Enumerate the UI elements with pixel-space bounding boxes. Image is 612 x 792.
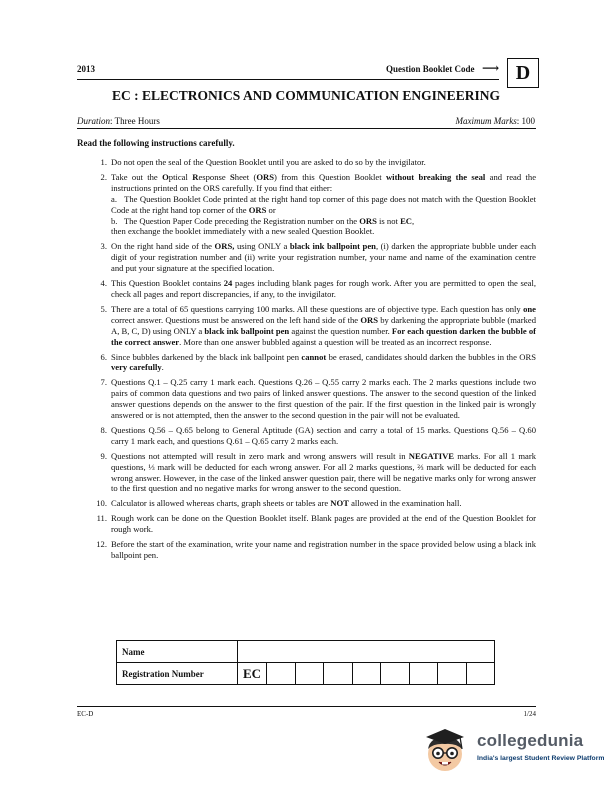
- item-text: Rough work can be done on the Question Booklet itself. Blank pages are provided at the end of the Question Booklet for rough work.: [111, 513, 536, 535]
- item-text: This Question Booklet contains 24 pages including blank pages for rough work. After you are permitted to open the seal, check all pages and report discrepancies, if any, to the invigilator.: [111, 278, 536, 299]
- instructions-list: [82, 157, 536, 565]
- item-text: There are a total of 65 questions carrying 100 marks. All these questions are of objective type. Each question has only one correct answer. Questions must be answered on the left hand side of the ORS by darkening the appropriate bubble (marked A, B, C, D) using ONLY a black ink ballpoint pen against the question number. For each question darken the bubble of the correct answer. More than one answer bubbled against a question will be treated as an incorrect response.: [111, 303, 536, 347]
- candidate-form: [116, 640, 495, 685]
- arrow-right-icon: ⟶: [482, 61, 500, 75]
- registration-label: Registration Number: [117, 663, 238, 685]
- list-item: [82, 172, 536, 237]
- sub-item-b: b. The Question Paper Code preceding the Registration number on the ORS is not EC,: [111, 215, 415, 226]
- item-text: Questions Q.56 – Q.65 belong to General Aptitude (GA) section and carry a total of 15 marks. Questions Q.56 – Q.60 carry 1 mark each, and questions Q.61 – Q.65 carry 2 marks each.: [111, 424, 536, 446]
- header-rule: [77, 79, 499, 80]
- max-marks: [440, 116, 535, 126]
- registration-digit-cell[interactable]: [352, 663, 381, 685]
- item-number: 2.: [100, 171, 107, 182]
- item-number: 5.: [100, 303, 107, 314]
- item-number: 10.: [96, 498, 107, 509]
- collegedunia-logo: [420, 725, 610, 780]
- registration-digit-cell[interactable]: [381, 663, 410, 685]
- registration-digit-cell[interactable]: [466, 663, 495, 685]
- item-text: Take out the Optical Response Sheet (ORS) from this Question Booklet without breaking the seal and read the instructions printed on the ORS carefully. If you find that either:: [111, 171, 537, 193]
- item-text: Since bubbles darkened by the black ink ballpoint pen cannot be erased, candidates should darken the bubbles in the ORS very carefully.: [111, 351, 536, 373]
- max-marks-label: Maximum Marks: [455, 116, 517, 126]
- registration-digit-cell[interactable]: [409, 663, 438, 685]
- list-item: [82, 278, 536, 300]
- item-text: Calculator is allowed whereas charts, graph sheets or tables are NOT allowed in the examination hall.: [111, 498, 462, 509]
- item-number: 6.: [100, 351, 107, 362]
- list-item: [82, 352, 536, 374]
- item-text: Before the start of the examination, write your name and registration number in the space provided below using a black ink ballpoint pen.: [111, 539, 536, 560]
- list-item: [82, 241, 536, 274]
- registration-prefix: EC: [238, 663, 267, 685]
- item-conclusion: then exchange the booklet immediately with a new sealed Question Booklet.: [111, 226, 375, 237]
- footer-code: EC-D: [77, 710, 94, 718]
- item-number: 4.: [100, 278, 107, 289]
- item-number: 1.: [100, 157, 107, 167]
- list-item: [82, 539, 536, 561]
- registration-digit-cell[interactable]: [324, 663, 353, 685]
- booklet-code-box: D: [507, 58, 539, 88]
- item-text: On the right hand side of the ORS, using ONLY a black ink ballpoint pen, (i) darken the appropriate bubble under each digit of your registration number and (ii) write your registration number, your name and name of the examination centre and put your signature at the specified location.: [111, 241, 536, 274]
- item-text: Questions Q.1 – Q.25 carry 1 mark each. Questions Q.26 – Q.55 carry 2 marks each. The 2 marks questions include two pairs of common data questions and two pairs of linked answer questions. The answer to the second question of the linked answer questions depends on the answer to the first question of the pair. If the first question in the linked pair is wrongly answered or is not attempted, then the answer to the second question in the pair will not be evaluated.: [111, 377, 536, 421]
- item-number: 11.: [96, 513, 107, 524]
- duration-value: : Three Hours: [110, 116, 160, 126]
- item-text: Questions not attempted will result in zero mark and wrong answers will result in NEGATIVE marks. For all 1 mark questions, ⅓ mark will be deducted for each wrong answer. For all 2 marks questions, ⅔ mark will be deducted for each wrong answer. However, in the case of the linked answer question pair, there will be negative marks only for wrong answer to the first question and no negative marks for wrong answer to the second question.: [111, 450, 536, 494]
- list-item: [82, 451, 536, 495]
- mascot-icon: [420, 725, 474, 779]
- registration-digit-cell[interactable]: [267, 663, 296, 685]
- page-title: EC : ELECTRONICS AND COMMUNICATION ENGINEERING: [112, 88, 500, 103]
- list-item: [82, 304, 536, 348]
- duration: [77, 116, 160, 126]
- item-number: 8.: [100, 424, 107, 435]
- item-number: 12.: [96, 539, 107, 550]
- registration-digit-cell[interactable]: [438, 663, 467, 685]
- list-item: [82, 513, 536, 535]
- sub-item-a: a. The Question Booklet Code printed at the right hand top corner of this page does not match with the Question Booklet Code at the right hand top corner of the ORS or: [111, 193, 536, 215]
- divider: [77, 128, 536, 129]
- list-item: [82, 377, 536, 421]
- logo-tagline: India's largest Student Review Platform: [477, 755, 605, 762]
- item-number: 9.: [100, 450, 107, 461]
- instructions-heading: Read the following instructions carefully.: [77, 138, 235, 148]
- logo-name: collegedunia: [477, 731, 584, 750]
- item-number: 7.: [100, 377, 107, 388]
- name-field[interactable]: [238, 641, 495, 663]
- list-item: [82, 425, 536, 447]
- name-label: Name: [117, 641, 238, 663]
- page-number: 1/24: [523, 710, 536, 718]
- registration-digit-cell[interactable]: [295, 663, 324, 685]
- max-marks-value: : 100: [516, 116, 535, 126]
- exam-year: 2013: [77, 64, 95, 74]
- item-text: Do not open the seal of the Question Booklet until you are asked to do so by the invigilator.: [111, 157, 426, 167]
- booklet-code-label: Question Booklet Code: [386, 64, 475, 74]
- item-number: 3.: [100, 241, 107, 252]
- list-item: [82, 157, 536, 168]
- list-item: [82, 498, 536, 509]
- duration-label: Duration: [77, 116, 111, 126]
- footer-rule: [77, 706, 536, 707]
